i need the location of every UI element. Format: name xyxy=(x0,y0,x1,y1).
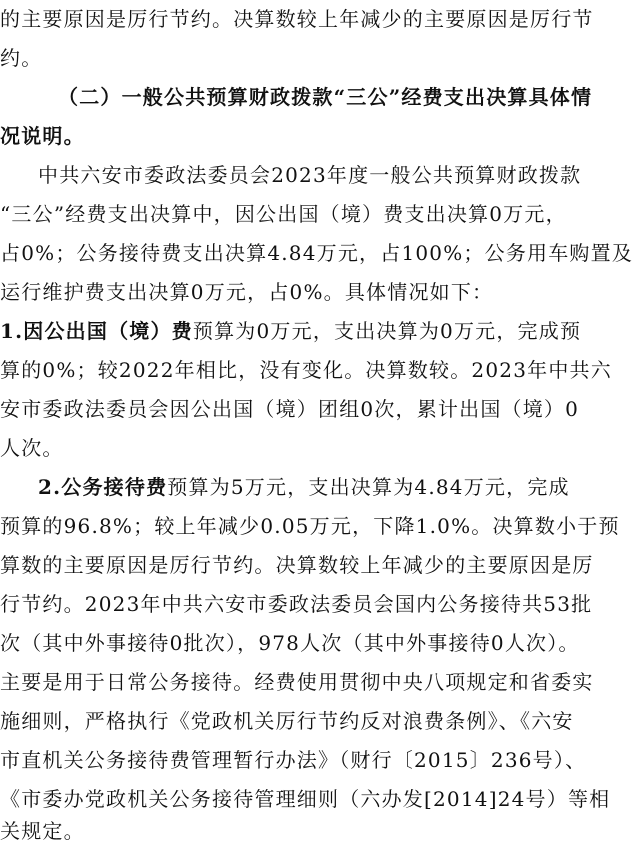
section-heading: （二）一般公共预算财政拨款“三公”经费支出决算具体情 xyxy=(58,85,593,109)
paragraph-line: 主要是用于日常公务接待。经费使用贯彻中央八项规定和省委实 xyxy=(0,670,594,694)
section-heading: 况说明。 xyxy=(0,124,85,148)
paragraph-line: 运行维护费支出决算0万元，占0%。具体情况如下： xyxy=(0,280,494,304)
paragraph-text: 预算为0万元，支出决算为0万元，完成预 xyxy=(192,319,582,343)
paragraph-line: 预算的96.8%；较上年减少0.05万元，下降1.0%。决算数小于预 xyxy=(0,514,620,538)
paragraph-line: 占0%；公务接待费支出决算4.84万元，占100%；公务用车购置及 xyxy=(0,241,633,265)
paragraph-line: 施细则，严格执行《党政机关厉行节约反对浪费条例》、《六安 xyxy=(0,709,574,733)
paragraph-line: 算数的主要原因是厉行节约。决算数较上年减少的主要原因是厉 xyxy=(0,553,594,577)
paragraph-line: 约。 xyxy=(0,46,43,70)
subsection-heading: 1.因公出国（境）费 xyxy=(0,319,193,343)
paragraph-line: 中共六安市委政法委员会2023年度一般公共预算财政拨款 xyxy=(38,163,582,187)
paragraph-line: “三公”经费支出决算中，因公出国（境）费支出决算0万元， xyxy=(0,202,567,226)
paragraph-line xyxy=(38,472,633,502)
paragraph-line: 次（其中外事接待0批次），978人次（其中外事接待0人次）。 xyxy=(0,631,580,655)
subsection-heading: 2.公务接待费 xyxy=(38,475,168,499)
paragraph-line: 人次。 xyxy=(0,436,64,460)
paragraph-line: 《市委办党政机关公务接待管理细则（六办发[2014]24号）等相 xyxy=(0,787,611,811)
paragraph-line: 算的0%；较2022年相比，没有变化。决算数较。2023年中共六 xyxy=(0,358,612,382)
paragraph-line: 的主要原因是厉行节约。决算数较上年减少的主要原因是厉行节 xyxy=(0,7,594,31)
paragraph-line: 安市委政法委员会因公出国（境）团组0次，累计出国（境）0 xyxy=(0,397,580,421)
paragraph-line xyxy=(0,316,633,346)
paragraph-text: 预算为5万元，支出决算为4.84万元，完成 xyxy=(167,475,570,499)
paragraph-line: 行节约。2023年中共六安市委政法委员会国内公务接待共53批 xyxy=(0,592,593,616)
paragraph-line: 市直机关公务接待费管理暂行办法》（财行〔2015〕236号）、 xyxy=(0,748,587,772)
paragraph-line: 关规定。 xyxy=(0,819,85,843)
